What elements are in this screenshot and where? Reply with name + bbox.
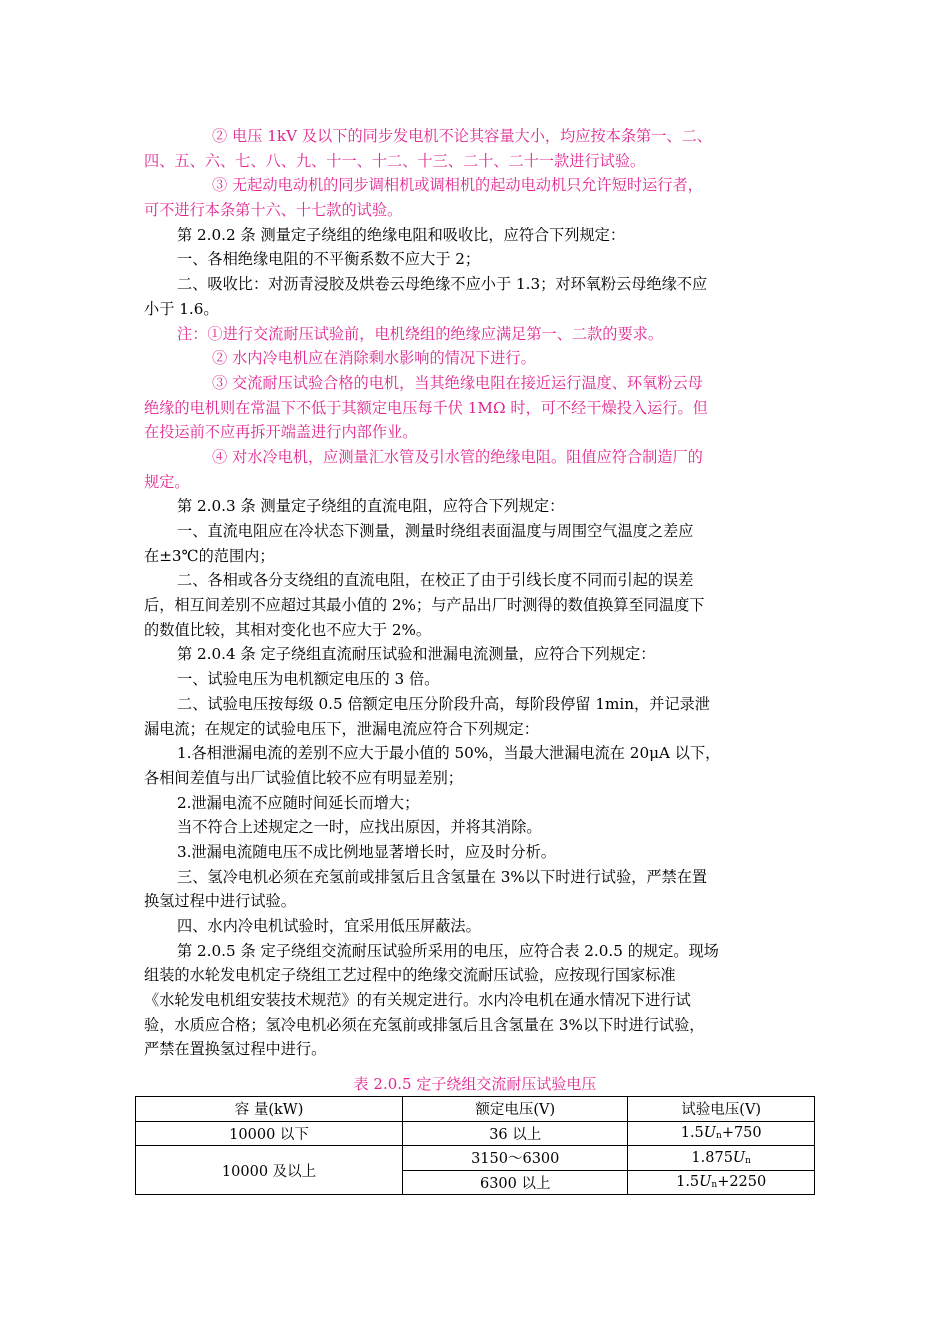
text-line: 换氢过程中进行试验。 bbox=[144, 892, 296, 911]
text-line: 三、氢冷电机必须在充氢前或排氢后且含氢量在 3%以下时进行试验，严禁在置 bbox=[177, 867, 708, 886]
text-line: 小于 1.6。 bbox=[144, 299, 219, 318]
text-line: 漏电流；在规定的试验电压下，泄漏电流应符合下列规定： bbox=[144, 719, 539, 738]
text-line: 可不进行本条第十六、十七款的试验。 bbox=[144, 201, 403, 220]
table-row bbox=[136, 1121, 815, 1146]
text-line: 二、吸收比：对沥青浸胶及烘卷云母绝缘不应小于 1.3；对环氧粉云母绝缘不应 bbox=[177, 275, 708, 294]
text-line: ④ 对水冷电机，应测量汇水管及引水管的绝缘电阻。阻值应符合制造厂的 bbox=[212, 447, 703, 466]
table-row bbox=[136, 1146, 815, 1171]
cell-rated-voltage: 3150～6300 bbox=[403, 1146, 628, 1171]
text-line: 《水轮发电机组安装技术规范》的有关规定进行。水内冷电机在通水情况下进行试 bbox=[144, 991, 691, 1010]
cell-rated-voltage: 6300 以上 bbox=[403, 1170, 628, 1195]
header-test-voltage: 试验电压(V) bbox=[628, 1097, 815, 1122]
cell-capacity: 10000 以下 bbox=[136, 1121, 403, 1146]
text-line: 二、各相或各分支绕组的直流电阻，在校正了由于引线长度不同而引起的误差 bbox=[177, 571, 694, 590]
cell-capacity: 10000 及以上 bbox=[136, 1146, 403, 1195]
text-line: ③ 无起动电动机的同步调相机或调相机的起动电动机只允许短时运行者， bbox=[212, 176, 703, 195]
table-header-row bbox=[136, 1097, 815, 1122]
text-line: 四、水内冷电机试验时，宜采用低压屏蔽法。 bbox=[177, 917, 481, 935]
cell-rated-voltage: 36 以上 bbox=[403, 1121, 628, 1146]
cell-test-voltage: $1.5U_n+750$ bbox=[628, 1121, 815, 1146]
text-line: 验，水质应合格；氢冷电机必须在充氢前或排氢后且含氢量在 3%以下时进行试验， bbox=[144, 1015, 705, 1034]
text-line: 的数值比较，其相对变化也不应大于 2%。 bbox=[144, 620, 432, 639]
text-line: 2.泄漏电流不应随时间延长而增大； bbox=[177, 793, 420, 812]
text-line: 在±3℃的范围内； bbox=[144, 546, 275, 565]
text-line: ② 水内冷电机应在消除剩水影响的情况下进行。 bbox=[212, 349, 536, 368]
text-line: 各相间差值与出厂试验值比较不应有明显差别； bbox=[144, 768, 463, 787]
text-line: 第 2.0.5 条 定子绕组交流耐压试验所采用的电压，应符合表 2.0.5 的规定。现场 bbox=[177, 941, 719, 960]
text-line: 四、五、六、七、八、九、十一、十二、十三、二十、二十一款进行试验。 bbox=[144, 151, 646, 170]
text-line: ② 电压 1kV 及以下的同步发电机不论其容量大小，均应按本条第一、二、 bbox=[212, 127, 712, 145]
text-line: 第 2.0.3 条 测量定子绕组的直流电阻，应符合下列规定： bbox=[177, 497, 565, 516]
text-line: 后，相互间差别不应超过其最小值的 2%；与产品出厂时测得的数值换算至同温度下 bbox=[144, 596, 705, 615]
text-line: 1.各相泄漏电流的差别不应大于最小值的 50%，当最大泄漏电流在 20μA 以下， bbox=[177, 744, 721, 763]
header-capacity: 容 量(kW) bbox=[136, 1097, 403, 1122]
text-line: 严禁在置换氢过程中进行。 bbox=[144, 1040, 327, 1059]
text-line: 一、试验电压为电机额定电压的 3 倍。 bbox=[177, 670, 440, 689]
text-line: ③ 交流耐压试验合格的电机，当其绝缘电阻在接近运行温度、环氧粉云母 bbox=[212, 373, 703, 392]
text-line: 第 2.0.4 条 定子绕组直流耐压试验和泄漏电流测量，应符合下列规定： bbox=[177, 645, 656, 664]
text-line: 一、直流电阻应在冷状态下测量，测量时绕组表面温度与周围空气温度之差应 bbox=[177, 522, 694, 540]
text-line: 规定。 bbox=[144, 472, 190, 491]
test-voltage-table bbox=[135, 1096, 815, 1195]
text-line: 注：①进行交流耐压试验前，电机绕组的绝缘应满足第一、二款的要求。 bbox=[177, 324, 663, 343]
text-line: 当不符合上述规定之一时，应找出原因，并将其消除。 bbox=[177, 818, 542, 837]
cell-test-voltage: $1.875U_n$ bbox=[628, 1146, 815, 1171]
table-caption: 表 2.0.5 定子绕组交流耐压试验电压 bbox=[353, 1075, 597, 1093]
text-line: 3.泄漏电流随电压不成比例地显著增长时，应及时分析。 bbox=[177, 842, 556, 861]
cell-test-voltage: $1.5U_n+2250$ bbox=[628, 1170, 815, 1195]
text-line: 一、各相绝缘电阻的不平衡系数不应大于 2； bbox=[177, 250, 481, 269]
document-body bbox=[144, 124, 764, 1062]
text-line: 二、试验电压按每级 0.5 倍额定电压分阶段升高，每阶段停留 1min，并记录泄 bbox=[177, 694, 710, 713]
text-line: 在投运前不应再拆开端盖进行内部作业。 bbox=[144, 423, 418, 442]
text-line: 第 2.0.2 条 测量定子绕组的绝缘电阻和吸收比，应符合下列规定： bbox=[177, 225, 626, 244]
text-line: 组装的水轮发电机定子绕组工艺过程中的绝缘交流耐压试验，应按现行国家标准 bbox=[144, 966, 676, 985]
text-line: 绝缘的电机则在常温下不低于其额定电压每千伏 1MΩ 时，可不经干燥投入运行。但 bbox=[144, 398, 708, 417]
header-rated-voltage: 额定电压(V) bbox=[403, 1097, 628, 1122]
